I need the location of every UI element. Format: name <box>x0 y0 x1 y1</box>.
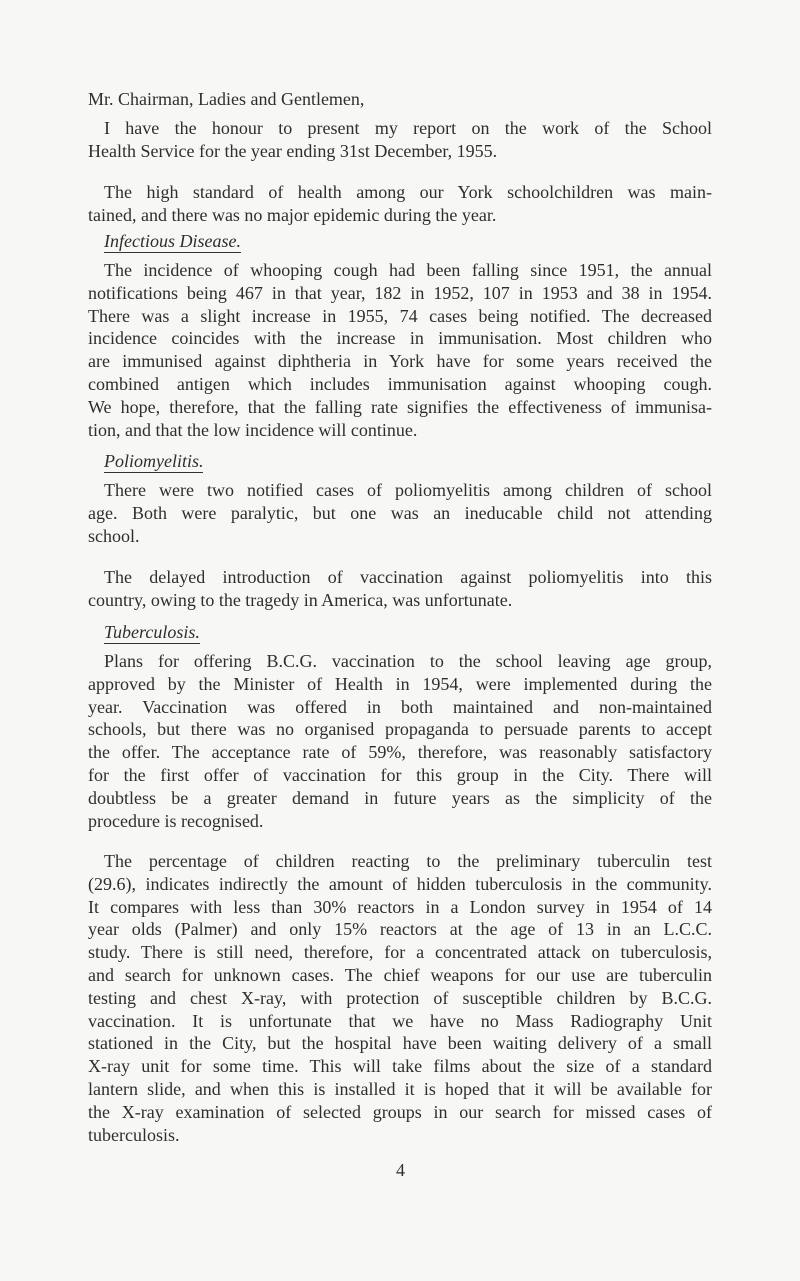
text-line: The percentage of children reacting to the preliminary tuberculin test <box>104 851 712 871</box>
text-line: (29.6), indicates indirectly the amount of hidden tuberculosis in the community. <box>88 873 712 894</box>
text-line: tained, and there was no major epidemic during the year. <box>88 204 497 225</box>
text-line: procedure is recognised. <box>88 810 264 831</box>
text-line: We hope, therefore, that the falling rate signifies the effectiveness of immunisa- <box>88 396 712 417</box>
paragraph-bcg-vaccination <box>88 650 712 832</box>
text-line: year olds (Palmer) and only 15% reactors at the age of 13 in an L.C.C. <box>88 919 712 940</box>
page-number: 4 <box>396 1160 405 1180</box>
text-line: The incidence of whooping cough had been falling since 1951, the annual <box>104 260 712 280</box>
paragraph-polio-vaccination <box>88 566 712 612</box>
text-line: tion, and that the low incidence will continue. <box>88 419 418 440</box>
text-line: are immunised against diphtheria in York have for some years received the <box>88 351 712 372</box>
text-line: for the first offer of vaccination for this group in the City. There will <box>88 764 712 785</box>
heading-tuberculosis: Tuberculosis. <box>104 622 200 642</box>
text-line: stationed in the City, but the hospital have been waiting delivery of a small <box>88 1033 712 1054</box>
text-line: incidence coincides with the increase in immunisation. Most children who <box>88 328 712 349</box>
text-line: age. Both were paralytic, but one was an ineducable child not attending <box>88 502 712 523</box>
text-line: school. <box>88 525 140 546</box>
salutation: Mr. Chairman, Ladies and Gentlemen, <box>88 89 365 109</box>
text-line: and search for unknown cases. The chief weapons for our use are tuberculin <box>88 964 712 985</box>
text-line: doubtless be a greater demand in future years as the simplicity of the <box>88 787 712 808</box>
paragraph-health-standard <box>88 181 712 227</box>
text-line: The high standard of health among our York schoolchildren was main- <box>104 182 712 202</box>
text-line: There were two notified cases of poliomyelitis among children of school <box>104 480 712 500</box>
text-line: X-ray unit for some time. This will take films about the size of a standard <box>88 1056 712 1077</box>
text-line: combined antigen which includes immunisation against whooping cough. <box>88 373 712 394</box>
text-line: tuberculosis. <box>88 1124 180 1145</box>
text-line: lantern slide, and when this is installed it is hoped that it will be available for <box>88 1078 712 1099</box>
paragraph-intro <box>88 117 712 163</box>
text-line: I have the honour to present my report on the work of the School <box>104 118 712 138</box>
text-line: vaccination. It is unfortunate that we have no Mass Radiography Unit <box>88 1010 712 1031</box>
text-line: schools, but there was no organised propaganda to persuade parents to accept <box>88 719 712 740</box>
heading-poliomyelitis: Poliomyelitis. <box>104 451 204 471</box>
heading-infectious-disease: Infectious Disease. <box>104 231 241 251</box>
text-line: the offer. The acceptance rate of 59%, therefore, was reasonably satisfactory <box>88 742 712 763</box>
text-line: The delayed introduction of vaccination against poliomyelitis into this <box>104 567 712 587</box>
text-line: study. There is still need, therefore, for a concentrated attack on tuberculosis, <box>88 942 712 963</box>
text-line: the X-ray examination of selected groups in our search for missed cases of <box>88 1101 712 1122</box>
text-line: year. Vaccination was offered in both maintained and non-maintained <box>88 696 712 717</box>
text-line: approved by the Minister of Health in 1954, were implemented during the <box>88 673 712 694</box>
text-line: country, owing to the tragedy in America, was unfortunate. <box>88 589 513 610</box>
text-line: There was a slight increase in 1955, 74 cases being notified. The decreased <box>88 305 712 326</box>
text-line: Health Service for the year ending 31st December, 1955. <box>88 140 498 161</box>
text-line: testing and chest X-ray, with protection of susceptible children by B.C.G. <box>88 987 712 1008</box>
paragraph-polio-cases <box>88 479 712 547</box>
paragraph-tuberculin-test <box>88 850 712 1146</box>
paragraph-whooping-cough <box>88 259 712 441</box>
text-line: notifications being 467 in that year, 182 in 1952, 107 in 1953 and 38 in 1954. <box>88 282 712 303</box>
text-line: Plans for offering B.C.G. vaccination to the school leaving age group, <box>104 651 712 671</box>
text-line: It compares with less than 30% reactors in a London survey in 1954 of 14 <box>88 896 712 917</box>
